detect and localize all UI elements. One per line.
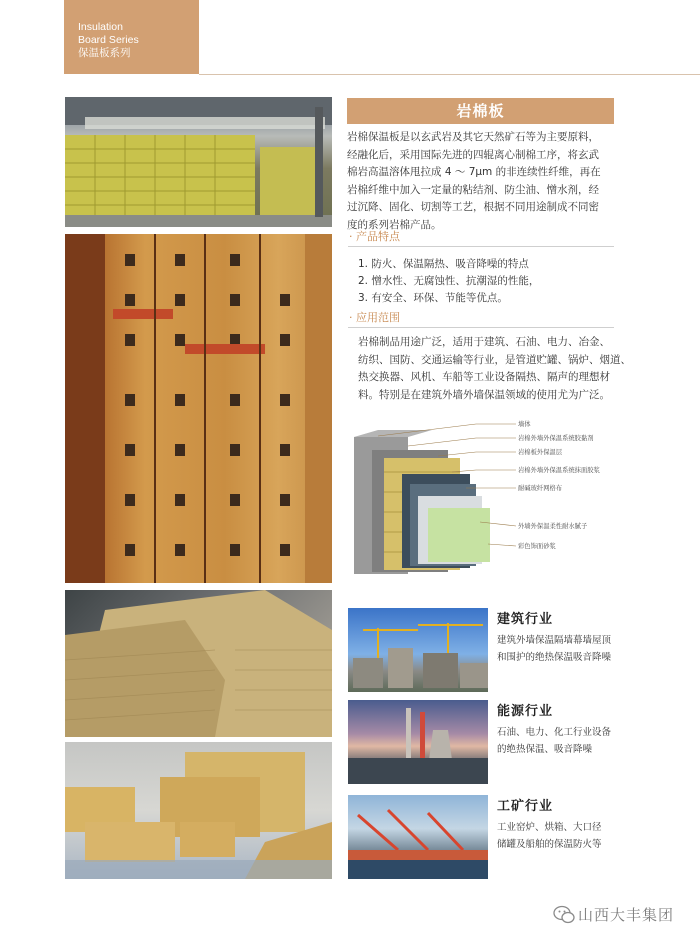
warehouse-photo [65, 97, 332, 227]
product-intro-line: 棉岩高温溶体甩拉成 4 ～ 7μm 的非连续性纤维，再在 [347, 166, 601, 179]
product-intro-line: 过沉降、固化、切割等工艺，根据不同用途制成不同密 [347, 201, 599, 214]
header-divider [199, 74, 700, 75]
construction-industry-photo [348, 608, 488, 692]
feature-item: 2. 憎水性、无腐蚀性、抗潮湿的性能， [358, 275, 540, 287]
features-divider [348, 246, 614, 247]
rock-wool-blocks-photo [65, 742, 332, 879]
series-title-cn: 保温板系列 [78, 47, 131, 59]
diagram-label-fiberglass-mesh: 耐碱玻纤网格布 [518, 485, 563, 492]
industry-desc-line: 建筑外墙保温隔墙幕墙屋顶 [497, 635, 612, 646]
series-header [64, 0, 199, 74]
energy-industry-photo [348, 700, 488, 784]
application-line: 纺织、国防、交通运输等行业，是管道贮罐、锅炉、烟道、 [358, 353, 631, 366]
application-line: 热交换器、风机、车船等工业设备隔热、隔声的理想材 [358, 371, 610, 384]
industry-desc-line: 工业窑炉、烘箱、大口径 [497, 822, 602, 833]
feature-item: 3. 有安全、环保、节能等优点。 [358, 292, 508, 304]
industry-title-energy: 能源行业 [497, 704, 554, 719]
industry-desc-line: 和围护的绝热保温吸音降噪 [497, 652, 612, 663]
diagram-label-insulation-layer: 岩棉板外保温层 [518, 449, 563, 456]
diagram-label-putty: 外墙外保温柔性耐水腻子 [518, 523, 588, 530]
industry-title-construction: 建筑行业 [497, 612, 554, 627]
industry-desc-line: 石油、电力、化工行业设备 [497, 727, 612, 738]
mining-industry-photo [348, 795, 488, 879]
rock-wool-boards-photo [65, 590, 332, 737]
product-intro-line: 度的系列岩棉产品。 [347, 219, 442, 231]
features-heading: · 产品特点 [349, 230, 400, 243]
wechat-icon [553, 905, 575, 925]
building-facade-photo [65, 234, 332, 583]
product-title: 岩棉板 [347, 98, 614, 124]
application-line: 岩棉制品用途广泛，适用于建筑、石油、电力、冶金、 [358, 336, 610, 348]
product-intro-line: 岩棉保温板是以玄武岩及其它天然矿石等为主要原料， [347, 131, 599, 143]
product-intro-line: 经融化后，采用国际先进的四辊离心制棉工序，将玄武 [347, 148, 599, 161]
diagram-label-plaster-mortar: 岩棉外墙外保温系统抹面胶浆 [518, 467, 600, 474]
diagram-label-decorative-mortar: 彩色饰面砂浆 [518, 543, 556, 550]
applications-divider [348, 327, 614, 328]
industry-desc-line: 储罐及船舶的保温防火等 [497, 839, 602, 850]
product-intro-line: 岩棉纤维中加入一定量的粘结剂、防尘油、憎水剂，经 [347, 183, 599, 196]
diagram-label-wall: 墙体 [518, 421, 531, 428]
diagram-label-adhesive: 岩棉外墙外保温系统胶黏剂 [518, 435, 594, 442]
series-title-en-line1: Insulation [78, 21, 123, 33]
series-title-en-line2: Board Series [78, 34, 139, 46]
application-line: 料。特别是在建筑外墙外墙保温领域的使用尤为广泛。 [358, 388, 610, 401]
wall-insulation-layer-diagram [348, 412, 614, 578]
industry-title-mining: 工矿行业 [497, 799, 554, 814]
feature-item: 1. 防火、保温隔热、吸音降噪的特点 [358, 258, 529, 270]
wechat-account-name: 山西大丰集团 [578, 906, 675, 924]
industry-desc-line: 的绝热保温、吸音降噪 [497, 744, 593, 755]
applications-heading: · 应用范围 [349, 311, 400, 324]
